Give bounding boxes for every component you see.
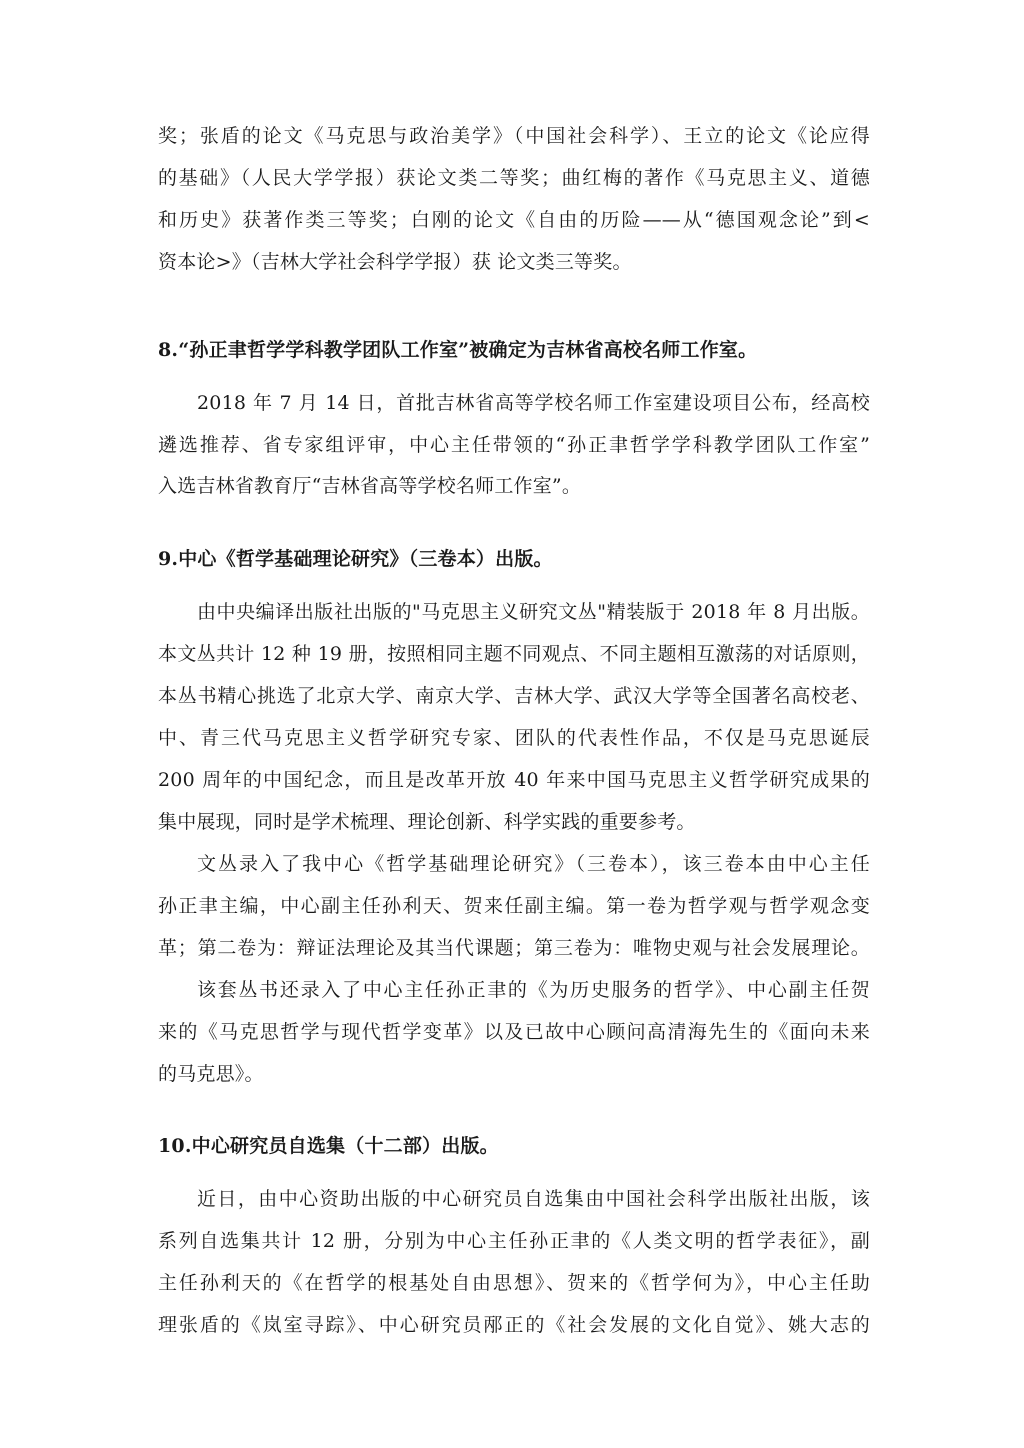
paragraph-line: 理张盾的《岚室寻踪》、中心研究员邴正的《社会发展的文化自觉》、姚大志的	[158, 1314, 870, 1336]
paragraph-line: 本文丛共计 12 种 19 册，按照相同主题不同观点、不同主题相互激荡的对话原则，	[158, 643, 870, 665]
paragraph-line: 文丛录入了我中心《哲学基础理论研究》（三卷本），该三卷本由中心主任	[197, 853, 870, 875]
paragraph-line: 和历史》获著作类三等奖；白刚的论文《自由的历险——从“德国观念论”到<	[158, 209, 870, 231]
paragraph-line: 遴选推荐、省专家组评审，中心主任带领的“孙正聿哲学学科教学团队工作室”	[158, 434, 870, 456]
paragraph-line: 本丛书精心挑选了北京大学、南京大学、吉林大学、武汉大学等全国著名高校老、	[158, 685, 870, 707]
paragraph-line: 200 周年的中国纪念，而且是改革开放 40 年来中国马克思主义哲学研究成果的	[158, 769, 870, 791]
paragraph-line: 入选吉林省教育厅“吉林省高等学校名师工作室”。	[158, 475, 582, 497]
paragraph-line: 由中央编译出版社出版的"马克思主义研究文丛"精装版于 2018 年 8 月出版。	[197, 601, 870, 623]
paragraph-line: 来的《马克思哲学与现代哲学变革》以及已故中心顾问高清海先生的《面向未来	[158, 1021, 870, 1043]
paragraph-line: 资本论>》（吉林大学社会科学学报）获 论文类三等奖。	[158, 251, 632, 273]
paragraph-line: 孙正聿主编，中心副主任孙利天、贺来任副主编。第一卷为哲学观与哲学观念变	[158, 895, 870, 917]
paragraph-line: 主任孙利天的《在哲学的根基处自由思想》、贺来的《哲学何为》，中心主任助	[158, 1272, 870, 1294]
paragraph-line: 奖；张盾的论文《马克思与政治美学》（中国社会科学）、王立的论文《论应得	[158, 125, 870, 147]
paragraph-line: 2018 年 7 月 14 日，首批吉林省高等学校名师工作室建设项目公布，经高校	[197, 392, 870, 414]
section-heading: 8.“孙正聿哲学学科教学团队工作室”被确定为吉林省高校名师工作室。	[158, 339, 758, 361]
paragraph-line: 近日，由中心资助出版的中心研究员自选集由中国社会科学出版社出版，该	[197, 1188, 870, 1210]
paragraph-line: 的基础》（人民大学学报）获论文类二等奖；曲红梅的著作《马克思主义、道德	[158, 167, 870, 189]
paragraph-line: 中、青三代马克思主义哲学研究专家、团队的代表性作品，不仅是马克思诞辰	[158, 727, 870, 749]
paragraph-line: 集中展现，同时是学术梳理、理论创新、科学实践的重要参考。	[158, 811, 696, 833]
section-heading: 10.中心研究员自选集（十二部）出版。	[158, 1135, 499, 1157]
paragraph-line: 革；第二卷为：辩证法理论及其当代课题；第三卷为：唯物史观与社会发展理论。	[158, 937, 870, 959]
paragraph-line: 该套丛书还录入了中心主任孙正聿的《为历史服务的哲学》、中心副主任贺	[197, 979, 870, 1001]
section-heading: 9.中心《哲学基础理论研究》（三卷本）出版。	[158, 548, 553, 570]
paragraph-line: 系列自选集共计 12 册，分别为中心主任孙正聿的《人类文明的哲学表征》，副	[158, 1230, 870, 1252]
paragraph-line: 的马克思》。	[158, 1063, 264, 1085]
